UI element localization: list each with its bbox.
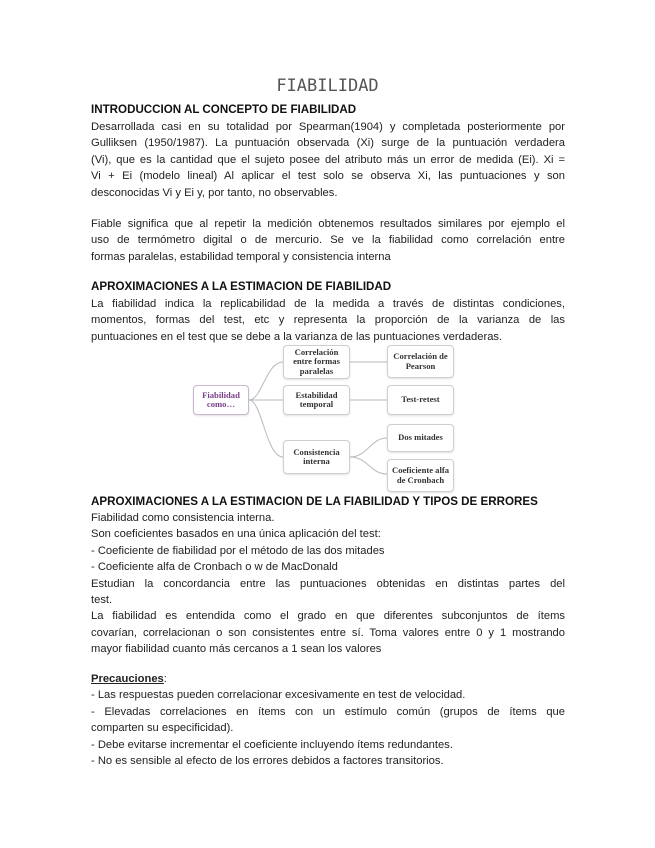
diagram-node-dos-mitades: [387, 424, 454, 452]
text-line: comparten su especificidad).: [91, 722, 234, 735]
diagram-node-label: Correlación de Pearson: [393, 351, 448, 371]
text-line: covarían, correlacionan o son consistentes entre sí. Toma valores entre 0 y 1 mostrando: [91, 626, 565, 639]
text-line: Son coeficientes basados en una única aplicación del test:: [91, 528, 381, 541]
page-title: FIABILIDAD: [276, 76, 379, 96]
precauciones-label: Precauciones: [91, 673, 164, 685]
diagram-node-pearson: [387, 345, 454, 378]
text-line: Vi + Ei (modelo lineal) Al aplicar el test solo se observa Xi, las puntuaciones y son: [91, 170, 565, 183]
text-line: test.: [91, 594, 113, 607]
paragraph-spearman: [91, 119, 565, 201]
paragraph-consistencia: [91, 510, 565, 658]
diagram-node-label: Consistencia interna: [293, 446, 340, 466]
text-line: (Vi), que es la cantidad que el sujeto posee del atributo más un error de medida (Ei). Xi =: [91, 153, 565, 166]
text-line: - Las respuestas pueden correlacionar excesivamente en test de velocidad.: [91, 689, 466, 702]
diagram-node-label: Estabilidad temporal: [295, 389, 338, 409]
diagram-node-consistencia-interna: [283, 440, 350, 474]
text-line: uso de termómetro digital o de mercurio. Se ve la fiabilidad como correlación entre: [91, 234, 565, 247]
section-heading-tipos-errores: APROXIMACIONES A LA ESTIMACION DE LA FIABILIDAD Y TIPOS DE ERRORES: [91, 495, 538, 508]
text-line: Fiabilidad como consistencia interna.: [91, 512, 275, 524]
connector-consistencia-mitades: [350, 438, 387, 457]
diagram-node-label: Dos mitades: [398, 432, 443, 443]
diagram-node-root: [193, 385, 249, 415]
text-line: mayor fiabilidad cuanto más cercanos a 1 sean los valores: [91, 643, 382, 656]
text-line: formas paralelas, estabilidad temporal y consistencia interna: [91, 250, 391, 263]
diagram-node-estabilidad-temporal: [283, 385, 350, 415]
text-line: La fiabilidad indica la replicabilidad de la medida a través de distintas condiciones,: [91, 298, 565, 310]
diagram-node-alfa-cronbach: [387, 459, 454, 492]
precauciones-heading-line: [91, 671, 565, 687]
text-line: desconocidas Vi y Ei y, por tanto, no observables.: [91, 186, 338, 199]
precauciones-colon: :: [163, 673, 167, 685]
diagram-node-label: Test-retest: [401, 394, 440, 405]
diagram-node-label: Correlación entre formas paralelas: [293, 346, 340, 376]
section-heading-aproximaciones: APROXIMACIONES A LA ESTIMACION DE FIABILIDAD: [91, 280, 392, 293]
paragraph-fiable: [91, 216, 565, 265]
text-line: Fiable significa que al repetir la medición obtenemos resultados similares por ejemplo el: [91, 218, 565, 230]
text-line: - Elevadas correlaciones en ítems con un estímulo común (grupos de ítems que: [91, 705, 565, 718]
section-heading-introduccion: INTRODUCCION AL CONCEPTO DE FIABILIDAD: [91, 103, 357, 116]
text-line: Gulliksen (1950/1987). La puntuación observada (Xi) surge de la puntuación verdadera: [91, 137, 565, 150]
text-line: - Debe evitarse incrementar el coeficiente incluyendo ítems redundantes.: [91, 738, 453, 751]
diagram-node-test-retest: [387, 385, 454, 415]
text-line: - No es sensible al efecto de los errores debidos a factores transitorios.: [91, 755, 444, 768]
text-line: Estudian la concordancia entre las puntuaciones obtenidas en distintas partes del: [91, 577, 565, 590]
diagram-node-formas-paralelas: [283, 345, 350, 379]
text-line: La fiabilidad es entendida como el grado en que diferentes subconjuntos de ítems: [91, 610, 565, 623]
connector-root-formas: [249, 362, 283, 400]
text-line: - Coeficiente alfa de Cronbach o w de MacDonald: [91, 561, 338, 574]
text-line: momentos, formas del test, etc y representa la proporción de la varianza de las: [91, 314, 565, 327]
text-line: puntuaciones en el test que se debe a la varianza de las puntuaciones verdaderas.: [91, 330, 503, 343]
paragraph-replicabilidad: [91, 296, 565, 345]
diagram-node-label: Coeficiente alfa de Cronbach: [391, 465, 450, 485]
text-line: Desarrollada casi en su totalidad por Spearman(1904) y completada posteriormente por: [91, 121, 565, 133]
text-line: - Coeficiente de fiabilidad por el método de las dos mitades: [91, 544, 385, 557]
connector-root-consistencia: [249, 400, 283, 457]
connector-consistencia-alfa: [350, 457, 387, 474]
diagram-node-label: Fiabilidad como…: [202, 389, 240, 409]
paragraph-precauciones: [91, 671, 565, 769]
